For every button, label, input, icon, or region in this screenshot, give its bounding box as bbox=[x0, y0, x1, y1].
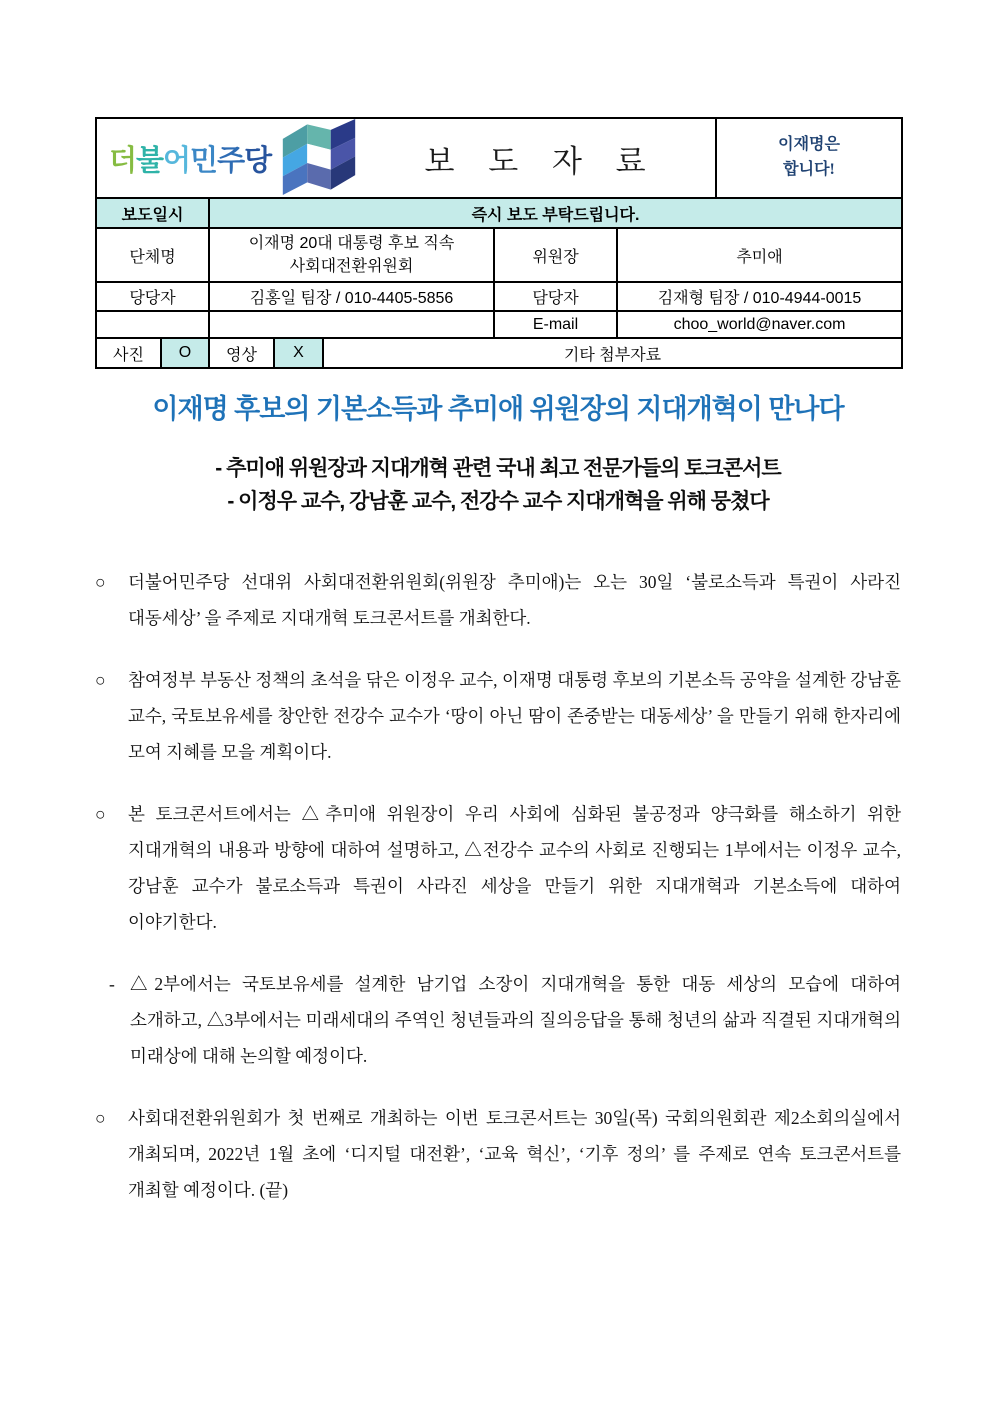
subheadlines bbox=[95, 452, 901, 518]
press-release-page bbox=[95, 0, 901, 1208]
headline-title: 이재명 후보의 기본소득과 추미애 위원장의 지대개혁이 만나다 bbox=[152, 394, 844, 424]
manager2-value: 김재형 팀장 / 010-4944-0015 bbox=[617, 282, 902, 311]
header-row bbox=[96, 118, 902, 198]
press-info-table bbox=[95, 117, 903, 369]
party-name: 더불어민주당 bbox=[109, 144, 272, 177]
contact-row bbox=[96, 282, 902, 311]
organization-row bbox=[96, 228, 902, 282]
photo-label: 사진 bbox=[96, 338, 161, 368]
doc-type-title: 보 도 자 료 bbox=[424, 143, 659, 179]
empty-cell bbox=[209, 311, 494, 338]
media-row bbox=[96, 338, 902, 368]
photo-value: O bbox=[161, 338, 209, 368]
release-value: 즉시 보도 부탁드립니다. bbox=[209, 198, 902, 228]
email-value: choo_world@naver.com bbox=[617, 311, 902, 338]
slogan-line1: 이재명은 bbox=[778, 136, 840, 154]
chair-label: 위원장 bbox=[494, 228, 617, 282]
circle-bullet-icon: ○ bbox=[95, 670, 106, 690]
paragraph-text: 본 토크콘서트에서는 △추미애 위원장이 우리 사회에 심화된 불공정과 양극화를 해소하기 위한 지대개혁의 내용과 방향에 대하여 설명하고, △전강수 교수의 사회로 진행되는 1부에서는 이정우 교수, 강남훈 교수가 불로소득과 특권이 사라진 세상을 만들기 위한 지대개혁과 기본소득에 대하여 이야기한다. bbox=[128, 804, 901, 932]
paragraph-3 bbox=[95, 796, 901, 940]
party-flag-icon bbox=[279, 119, 359, 195]
paragraph-text: △2부에서는 국토보유세를 설계한 남기업 소장이 지대개혁을 통한 대동 세상의 모습에 대하여 소개하고, △3부에서는 미래세대의 주역인 청년들과의 질의응답을 통해 청년의 삶과 직결된 지대개혁의 미래상에 대해 논의할 예정이다. bbox=[130, 974, 901, 1066]
paragraph-text: 더불어민주당 선대위 사회대전환위원회(위원장 추미애)는 오는 30일 ‘불로소득과 특권이 사라진 대동세상’ 을 주제로 지대개혁 토크콘서트를 개최한다. bbox=[128, 572, 901, 628]
paragraph-text: 사회대전환위원회가 첫 번째로 개최하는 이번 토크콘서트는 30일(목) 국회의원회관 제2소회의실에서 개최되며, 2022년 1월 초에 ‘디지털 대전환’, ‘교육 혁신’, ‘기후 정의’ 를 주제로 연속 토크콘서트를 개최할 예정이다. (끝) bbox=[128, 1108, 901, 1200]
org-value bbox=[209, 228, 494, 282]
slogan bbox=[716, 118, 902, 198]
logo-title-cell bbox=[96, 118, 716, 198]
email-label: E-mail bbox=[494, 311, 617, 338]
org-value-line2: 사회대전환위원회 bbox=[289, 258, 414, 275]
circle-bullet-icon: ○ bbox=[95, 572, 106, 592]
slogan-line2: 합니다! bbox=[783, 161, 835, 178]
manager1-label: 당당자 bbox=[96, 282, 209, 311]
release-row bbox=[96, 198, 902, 228]
empty-cell bbox=[96, 311, 209, 338]
video-value: X bbox=[274, 338, 323, 368]
org-label: 단체명 bbox=[96, 228, 209, 282]
paragraph-4 bbox=[95, 966, 901, 1074]
paragraph-2 bbox=[95, 662, 901, 770]
subheadline-2: - 이정우 교수, 강남훈 교수, 전강수 교수 지대개혁을 위해 뭉쳤다 bbox=[227, 490, 769, 513]
subheadline-1: - 추미애 위원장과 지대개혁 관련 국내 최고 전문가들의 토크콘서트 bbox=[215, 457, 781, 480]
email-row bbox=[96, 311, 902, 338]
manager1-value: 김홍일 팀장 / 010-4405-5856 bbox=[209, 282, 494, 311]
body-text bbox=[95, 564, 901, 1208]
chair-value: 추미애 bbox=[617, 228, 902, 282]
org-value-line1: 이재명 20대 대통령 후보 직속 bbox=[248, 234, 455, 252]
attachment-label: 기타 첨부자료 bbox=[323, 338, 902, 368]
manager2-label: 담당자 bbox=[494, 282, 617, 311]
paragraph-1 bbox=[95, 564, 901, 636]
paragraph-5 bbox=[95, 1100, 901, 1208]
circle-bullet-icon: ○ bbox=[95, 1108, 106, 1128]
video-label: 영상 bbox=[209, 338, 274, 368]
party-logo bbox=[101, 121, 359, 195]
paragraph-text: 참여정부 부동산 정책의 초석을 닦은 이정우 교수, 이재명 대통령 후보의 기본소득 공약을 설계한 강남훈 교수, 국토보유세를 창안한 전강수 교수가 ‘땅이 아닌 땀이 존중받는 대동세상’ 을 만들기 위해 한자리에 모여 지혜를 모을 계획이다. bbox=[128, 670, 901, 762]
release-label: 보도일시 bbox=[96, 198, 209, 228]
dash-bullet-icon: - bbox=[109, 974, 115, 994]
circle-bullet-icon: ○ bbox=[95, 804, 106, 824]
